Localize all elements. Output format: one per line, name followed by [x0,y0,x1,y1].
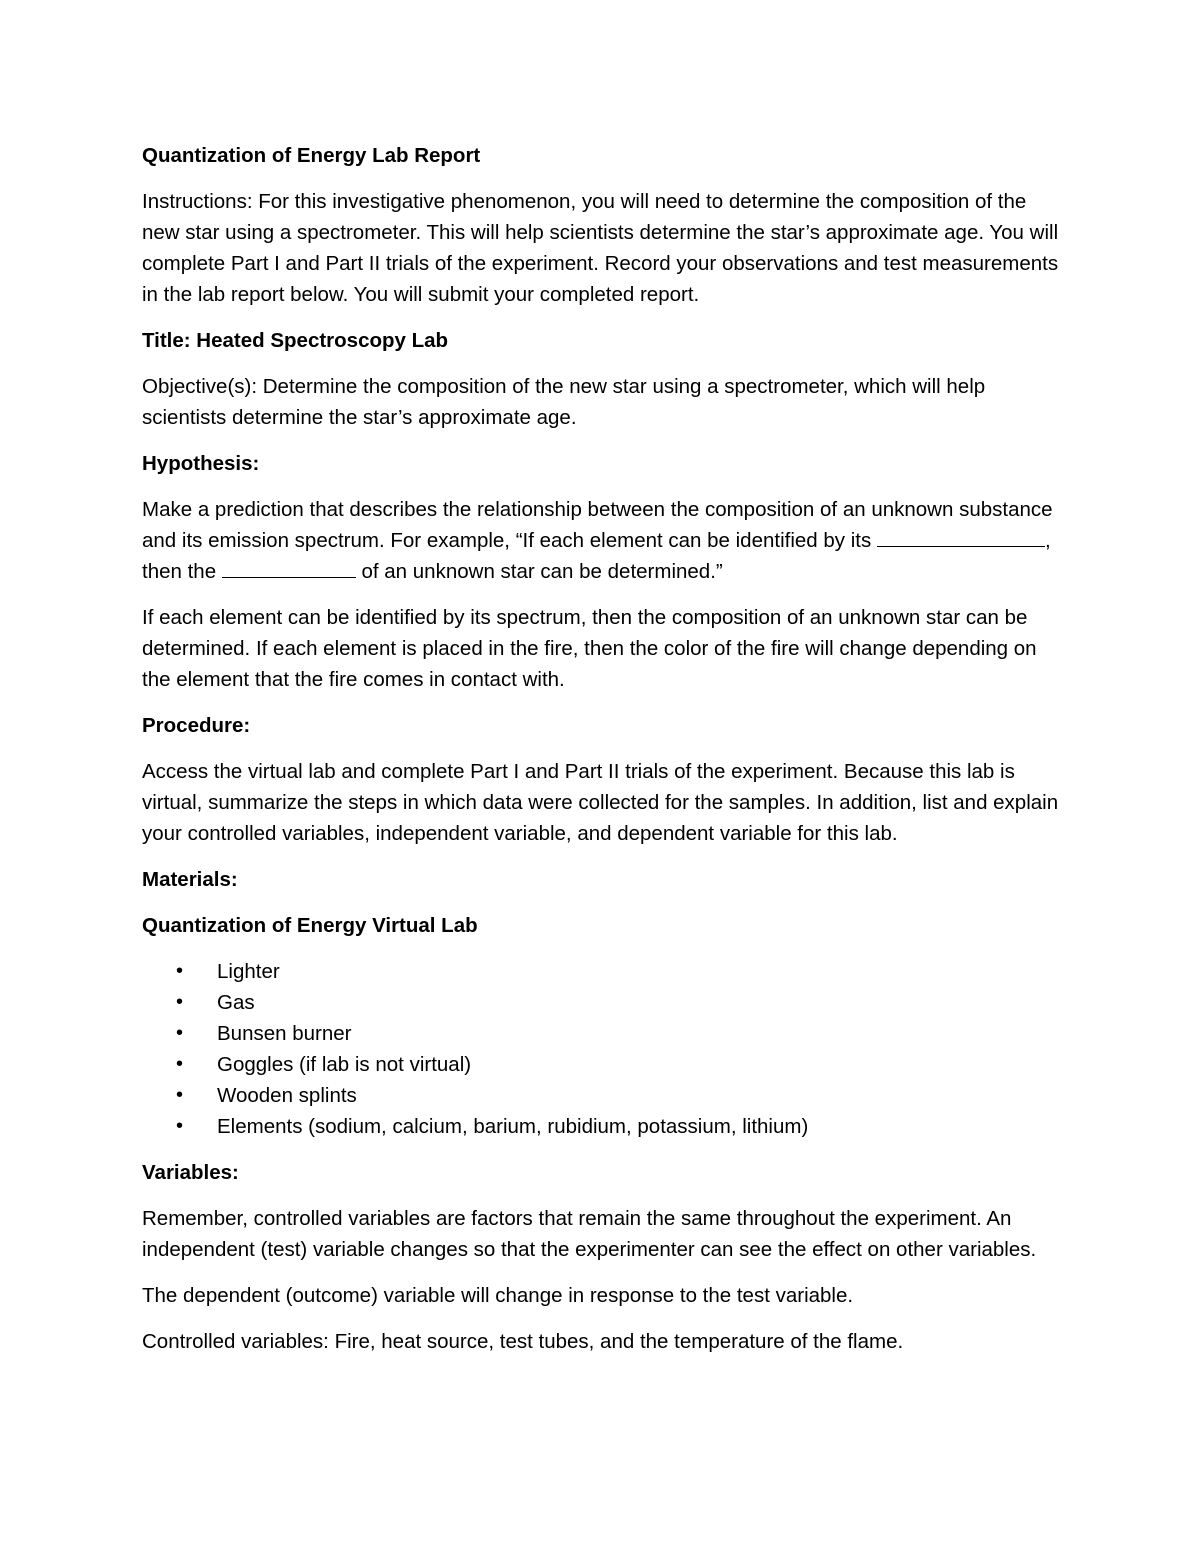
list-item-text: Bunsen burner [217,1022,352,1045]
materials-heading: Materials: [142,868,238,891]
list-item-text: Gas [217,991,255,1014]
list-item-text: Elements (sodium, calcium, barium, rubidium, potassium, lithium) [217,1115,809,1138]
instructions-paragraph: Instructions: For this investigative phenomenon, you will need to determine the composition of the new star using a spectrometer. This will help scientists determine the star’s approximate age. You will complete Part I and Part II trials of the experiment. Record your observations and test measurements in the lab report below. You will submit your completed report. [142,190,1059,306]
dependent-variable-paragraph: The dependent (outcome) variable will change in response to the test variable. [142,1284,854,1307]
list-item [142,956,1067,987]
bullet-icon: • [176,1022,184,1044]
document-page [142,140,1067,1372]
list-item-text: Lighter [217,960,280,983]
hypothesis-prompt-text-2: , then the [142,529,1051,583]
bullet-icon: • [176,1115,184,1137]
procedure-paragraph: Access the virtual lab and complete Part I and Part II trials of the experiment. Because this lab is virtual, summarize the steps in which data were collected for the samples. In addition, list and explain your controlled variables, independent variable, and dependent variable for this lab. [142,760,1059,845]
hypothesis-heading: Hypothesis: [142,452,260,475]
objective-paragraph: Objective(s): Determine the composition of the new star using a spectrometer, which will help scientists determine the star’s approximate age. [142,375,986,429]
list-item [142,1018,1067,1049]
list-item-text: Wooden splints [217,1084,357,1107]
list-item [142,987,1067,1018]
list-item-text: Goggles (if lab is not virtual) [217,1053,472,1076]
hypothesis-prompt [142,494,1067,587]
hypothesis-prompt-text-1: Make a prediction that describes the relationship between the composition of an unknown substance and its emission spectrum. For example, “If each element can be identified by its [142,498,1053,552]
variables-paragraph: Remember, controlled variables are factors that remain the same throughout the experiment. An independent (test) variable changes so that the experimenter can see the effect on other variables. [142,1207,1037,1261]
variables-heading: Variables: [142,1161,239,1184]
bullet-icon: • [176,960,184,982]
list-item [142,1080,1067,1111]
materials-list [142,956,1067,1142]
list-item [142,1111,1067,1142]
fill-in-blank-2 [222,559,356,578]
lab-title: Title: Heated Spectroscopy Lab [142,329,449,352]
bullet-icon: • [176,1084,184,1106]
procedure-heading: Procedure: [142,714,251,737]
document-title: Quantization of Energy Lab Report [142,144,481,167]
list-item [142,1049,1067,1080]
hypothesis-prompt-text-3: of an unknown star can be determined.” [355,560,723,583]
fill-in-blank-1 [877,528,1045,547]
bullet-icon: • [176,1053,184,1075]
controlled-variables-paragraph: Controlled variables: Fire, heat source, test tubes, and the temperature of the flame. [142,1330,904,1353]
hypothesis-answer: If each element can be identified by its spectrum, then the composition of an unknown star can be determined. If each element is placed in the fire, then the color of the fire will change depending on the element that the fire comes in contact with. [142,606,1037,691]
materials-subheading: Quantization of Energy Virtual Lab [142,914,478,937]
bullet-icon: • [176,991,184,1013]
